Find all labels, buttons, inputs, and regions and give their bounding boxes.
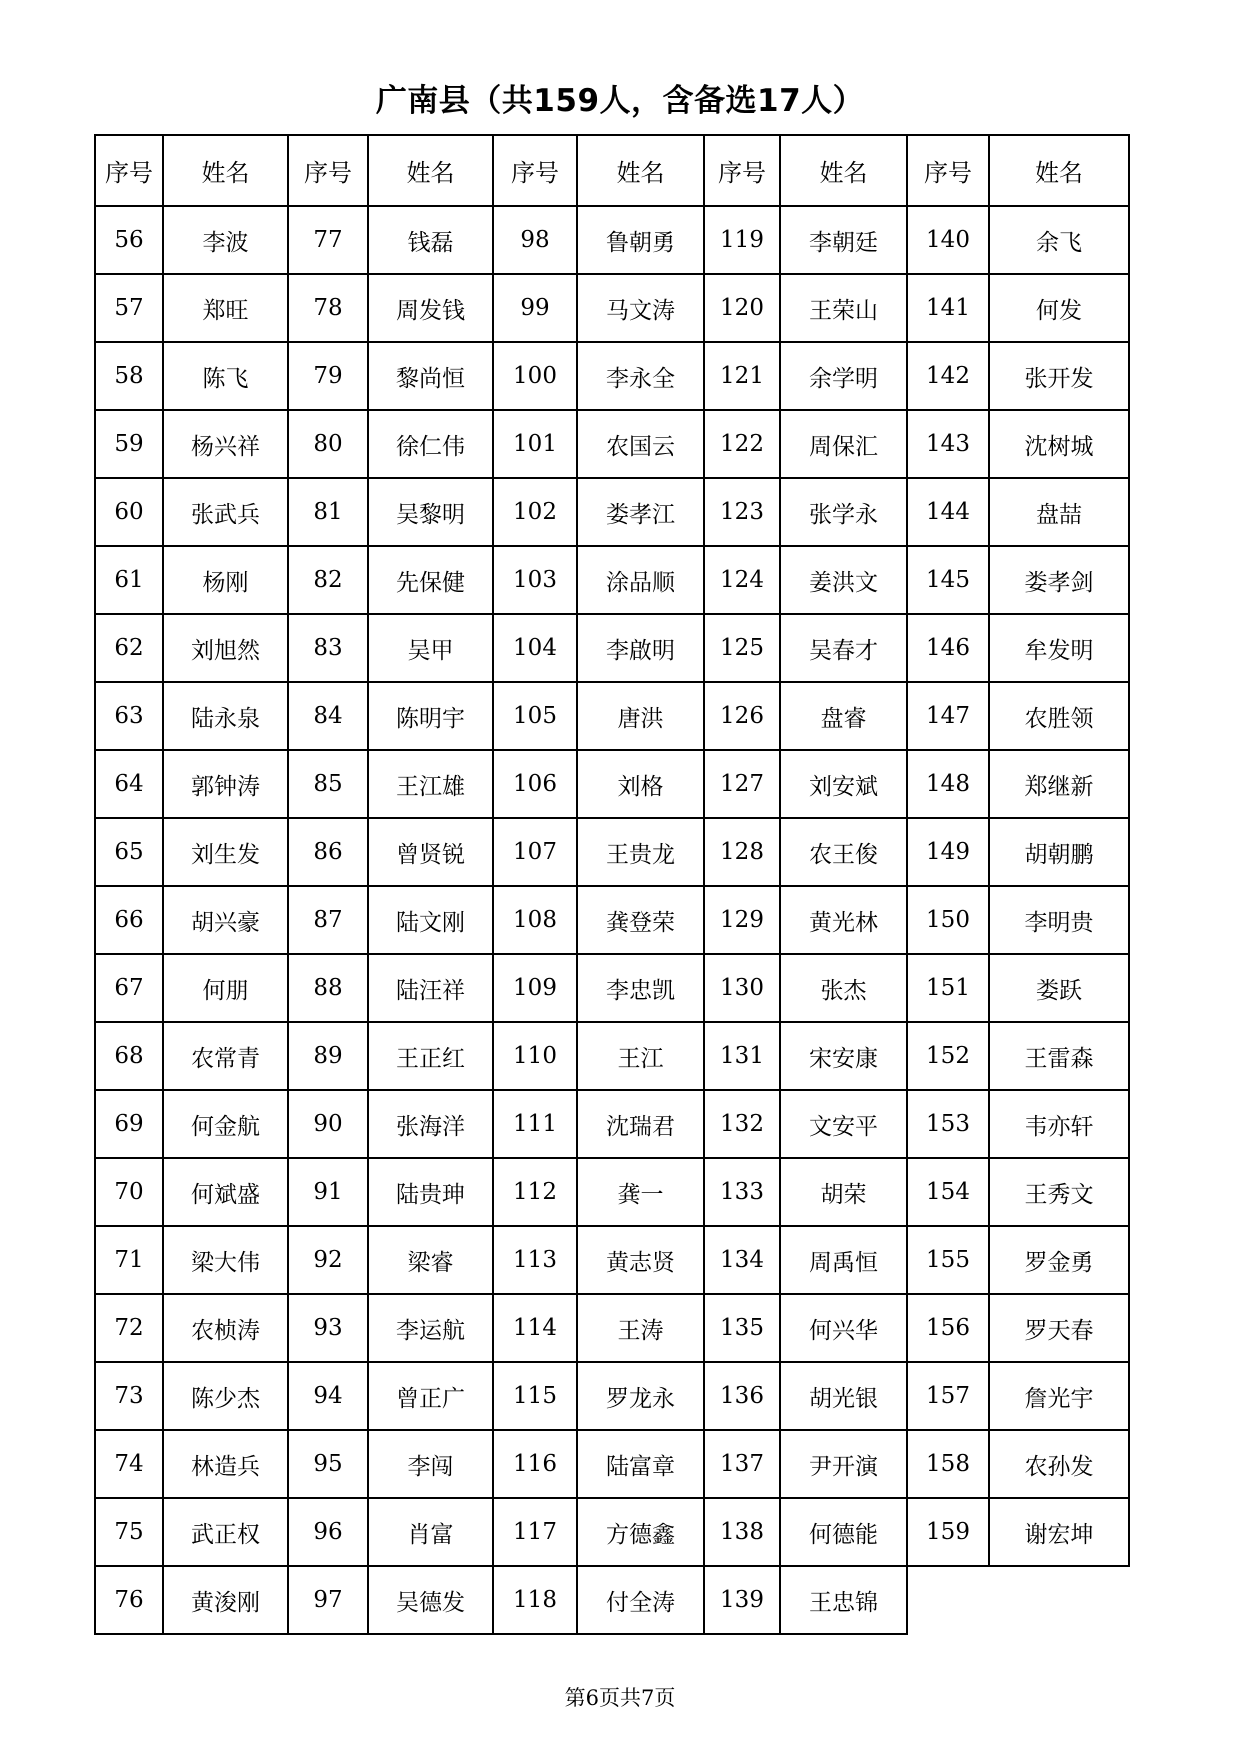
- row-index-cell: 94: [313, 1383, 343, 1409]
- row-name-cell: 鲁朝勇: [606, 229, 675, 256]
- row-name-cell: 李波: [202, 229, 249, 256]
- row-index-cell: 159: [926, 1519, 970, 1545]
- row-index-cell: 115: [513, 1383, 557, 1409]
- row-name-cell: 林造兵: [191, 1453, 260, 1480]
- row-index-cell: 110: [513, 1043, 557, 1069]
- row-index-cell: 88: [313, 975, 343, 1001]
- row-index-cell: 140: [926, 227, 970, 253]
- row-name-cell: 何斌盛: [191, 1181, 260, 1208]
- page-footer: 第6页共7页: [564, 1686, 676, 1710]
- row-index-cell: 130: [720, 975, 764, 1001]
- row-name-cell: 张开发: [1024, 365, 1094, 392]
- row-name-cell: 曾正广: [396, 1385, 465, 1412]
- row-name-cell: 梁大伟: [191, 1249, 260, 1276]
- row-name-cell: 王雷森: [1024, 1045, 1094, 1072]
- header-name: 姓名: [819, 159, 868, 187]
- table-rule: [95, 1089, 1130, 1091]
- row-name-cell: 周发钱: [396, 297, 465, 324]
- table-rule: [492, 134, 494, 1635]
- row-name-cell: 郑继新: [1024, 773, 1094, 800]
- row-name-cell: 刘生发: [191, 841, 260, 868]
- table-rule: [95, 545, 1130, 547]
- header-index: 序号: [105, 159, 153, 187]
- table-rule: [95, 273, 1130, 275]
- row-index-cell: 137: [720, 1451, 764, 1477]
- row-index-cell: 152: [926, 1043, 970, 1069]
- table-rule: [988, 134, 990, 1567]
- header-name: 姓名: [1035, 159, 1083, 187]
- row-index-cell: 109: [513, 975, 557, 1001]
- row-index-cell: 89: [313, 1043, 343, 1069]
- table-rule: [94, 134, 96, 1635]
- row-index-cell: 80: [313, 431, 343, 457]
- row-index-cell: 97: [313, 1587, 343, 1613]
- header-index: 序号: [924, 159, 972, 187]
- row-name-cell: 涂品顺: [606, 569, 675, 596]
- row-name-cell: 沈树城: [1024, 433, 1094, 460]
- row-index-cell: 129: [720, 907, 764, 933]
- table-rule: [287, 134, 289, 1635]
- row-name-cell: 何朋: [202, 977, 249, 1004]
- row-index-cell: 85: [313, 771, 343, 797]
- row-index-cell: 99: [520, 295, 550, 321]
- row-name-cell: 王正红: [396, 1045, 465, 1072]
- row-name-cell: 王贵龙: [606, 841, 675, 868]
- row-name-cell: 胡朝鹏: [1024, 841, 1094, 868]
- row-name-cell: 郭钟涛: [191, 773, 260, 800]
- row-index-cell: 56: [114, 227, 144, 253]
- row-name-cell: 罗金勇: [1024, 1249, 1094, 1276]
- row-name-cell: 吴甲: [407, 637, 454, 664]
- row-index-cell: 59: [114, 431, 144, 457]
- row-name-cell: 陆贵珅: [396, 1181, 465, 1208]
- table-rule: [95, 613, 1130, 615]
- row-index-cell: 123: [720, 499, 764, 525]
- row-index-cell: 118: [513, 1587, 557, 1613]
- row-index-cell: 104: [513, 635, 557, 661]
- row-name-cell: 徐仁伟: [396, 433, 465, 460]
- row-index-cell: 153: [926, 1111, 970, 1137]
- row-index-cell: 75: [114, 1519, 144, 1545]
- row-index-cell: 131: [720, 1043, 764, 1069]
- row-index-cell: 148: [926, 771, 970, 797]
- row-index-cell: 66: [114, 907, 144, 933]
- table-rule: [779, 134, 781, 1635]
- table-rule: [95, 1293, 1130, 1295]
- row-name-cell: 黄光林: [809, 909, 878, 936]
- row-name-cell: 牟发明: [1024, 637, 1094, 664]
- row-index-cell: 57: [114, 295, 144, 321]
- row-name-cell: 李啟明: [606, 637, 675, 664]
- row-index-cell: 101: [513, 431, 557, 457]
- header-name: 姓名: [201, 159, 250, 187]
- row-index-cell: 134: [720, 1247, 764, 1273]
- row-index-cell: 63: [114, 703, 144, 729]
- row-name-cell: 罗天春: [1024, 1317, 1094, 1344]
- row-name-cell: 武正权: [191, 1521, 260, 1548]
- row-index-cell: 93: [313, 1315, 343, 1341]
- row-index-cell: 142: [926, 363, 970, 389]
- table-rule: [95, 953, 1130, 955]
- row-name-cell: 龚登荣: [606, 909, 675, 936]
- row-name-cell: 王江: [617, 1045, 664, 1072]
- row-name-cell: 宋安康: [809, 1045, 878, 1072]
- header-index: 序号: [718, 159, 766, 187]
- row-name-cell: 梁睿: [407, 1249, 454, 1276]
- row-index-cell: 71: [114, 1247, 144, 1273]
- row-index-cell: 84: [313, 703, 343, 729]
- row-index-cell: 86: [313, 839, 343, 865]
- row-index-cell: 95: [313, 1451, 343, 1477]
- table-rule: [95, 341, 1130, 343]
- row-name-cell: 付全涛: [606, 1589, 675, 1616]
- row-name-cell: 胡光银: [809, 1385, 878, 1412]
- row-index-cell: 64: [114, 771, 144, 797]
- row-index-cell: 108: [513, 907, 557, 933]
- table-rule: [576, 134, 578, 1635]
- row-name-cell: 王荣山: [809, 297, 878, 324]
- row-index-cell: 127: [720, 771, 764, 797]
- row-name-cell: 黎尚恒: [396, 365, 465, 392]
- row-name-cell: 李闯: [407, 1453, 454, 1480]
- row-name-cell: 方德鑫: [606, 1521, 675, 1548]
- row-index-cell: 100: [513, 363, 557, 389]
- row-name-cell: 李运航: [396, 1317, 465, 1344]
- row-name-cell: 陆汪祥: [396, 977, 465, 1004]
- row-name-cell: 吴春才: [809, 637, 878, 664]
- row-name-cell: 黄志贤: [606, 1249, 675, 1276]
- row-index-cell: 77: [313, 227, 343, 253]
- row-name-cell: 陈少杰: [191, 1385, 260, 1412]
- row-name-cell: 李朝廷: [809, 229, 878, 256]
- row-index-cell: 156: [926, 1315, 970, 1341]
- table-rule: [95, 749, 1130, 751]
- table-rule: [95, 885, 1130, 887]
- row-index-cell: 111: [513, 1111, 557, 1137]
- table-rule: [1128, 134, 1130, 1567]
- row-name-cell: 唐洪: [617, 705, 664, 732]
- row-index-cell: 139: [720, 1587, 764, 1613]
- row-name-cell: 詹光宇: [1024, 1385, 1094, 1412]
- row-index-cell: 120: [720, 295, 764, 321]
- table-rule: [95, 477, 1130, 479]
- row-name-cell: 娄跃: [1036, 977, 1082, 1004]
- row-index-cell: 62: [114, 635, 144, 661]
- row-name-cell: 刘格: [617, 773, 664, 800]
- table-rule: [95, 817, 1130, 819]
- row-index-cell: 96: [313, 1519, 343, 1545]
- row-index-cell: 112: [513, 1179, 557, 1205]
- row-name-cell: 曾贤锐: [396, 841, 465, 868]
- row-name-cell: 姜洪文: [809, 569, 878, 596]
- row-index-cell: 138: [720, 1519, 764, 1545]
- row-name-cell: 刘安斌: [809, 773, 878, 800]
- row-index-cell: 135: [720, 1315, 764, 1341]
- row-name-cell: 胡荣: [820, 1181, 867, 1208]
- table-rule: [95, 134, 1130, 136]
- row-index-cell: 141: [926, 295, 970, 321]
- row-name-cell: 李忠凯: [606, 977, 675, 1004]
- row-index-cell: 90: [313, 1111, 343, 1137]
- row-name-cell: 龚一: [617, 1181, 664, 1208]
- row-name-cell: 吴黎明: [396, 501, 465, 528]
- row-index-cell: 102: [513, 499, 557, 525]
- row-name-cell: 何兴华: [809, 1317, 878, 1344]
- row-index-cell: 98: [520, 227, 550, 253]
- table-rule: [95, 1565, 1130, 1567]
- row-index-cell: 122: [720, 431, 764, 457]
- row-index-cell: 78: [313, 295, 343, 321]
- row-index-cell: 147: [926, 703, 970, 729]
- row-index-cell: 91: [313, 1179, 343, 1205]
- row-name-cell: 余飞: [1036, 229, 1082, 256]
- page-title: 广南县（共159人，含备选17人）: [375, 83, 865, 119]
- table-rule: [906, 134, 908, 1635]
- row-index-cell: 154: [926, 1179, 970, 1205]
- table-rule: [95, 1633, 908, 1635]
- row-index-cell: 143: [926, 431, 970, 457]
- row-index-cell: 60: [114, 499, 144, 525]
- row-name-cell: 韦亦轩: [1024, 1113, 1094, 1140]
- table-rule: [95, 1225, 1130, 1227]
- row-name-cell: 文安平: [809, 1113, 878, 1140]
- row-index-cell: 157: [926, 1383, 970, 1409]
- row-index-cell: 136: [720, 1383, 764, 1409]
- table-rule: [95, 1429, 1130, 1431]
- row-name-cell: 农常青: [191, 1045, 260, 1072]
- row-index-cell: 106: [513, 771, 557, 797]
- row-index-cell: 146: [926, 635, 970, 661]
- row-name-cell: 陆文刚: [396, 909, 465, 936]
- row-index-cell: 79: [313, 363, 343, 389]
- row-index-cell: 72: [114, 1315, 144, 1341]
- row-index-cell: 158: [926, 1451, 970, 1477]
- row-index-cell: 81: [313, 499, 343, 525]
- header-index: 序号: [304, 159, 352, 187]
- row-index-cell: 70: [114, 1179, 144, 1205]
- row-index-cell: 92: [313, 1247, 343, 1273]
- row-name-cell: 李明贵: [1024, 909, 1094, 936]
- row-index-cell: 68: [114, 1043, 144, 1069]
- row-name-cell: 周禹恒: [809, 1249, 878, 1276]
- row-index-cell: 145: [926, 567, 970, 593]
- row-name-cell: 何发: [1036, 297, 1082, 324]
- row-name-cell: 陆永泉: [191, 705, 260, 732]
- row-index-cell: 113: [513, 1247, 557, 1273]
- row-name-cell: 钱磊: [407, 229, 454, 256]
- row-index-cell: 67: [114, 975, 144, 1001]
- row-name-cell: 农胜领: [1024, 705, 1094, 732]
- row-name-cell: 何德能: [809, 1521, 878, 1548]
- row-name-cell: 先保健: [396, 569, 465, 596]
- row-index-cell: 126: [720, 703, 764, 729]
- row-name-cell: 尹开演: [809, 1453, 878, 1480]
- row-name-cell: 杨刚: [202, 569, 249, 596]
- row-index-cell: 103: [513, 567, 557, 593]
- table-rule: [95, 1497, 1130, 1499]
- row-index-cell: 76: [114, 1587, 144, 1613]
- row-index-cell: 144: [926, 499, 970, 525]
- row-name-cell: 余学明: [809, 365, 878, 392]
- row-index-cell: 73: [114, 1383, 144, 1409]
- row-name-cell: 张武兵: [191, 501, 260, 528]
- row-name-cell: 谢宏坤: [1024, 1521, 1094, 1548]
- row-index-cell: 58: [114, 363, 144, 389]
- row-name-cell: 盘喆: [1036, 501, 1082, 528]
- header-index: 序号: [511, 159, 559, 187]
- table-rule: [95, 681, 1130, 683]
- table-rule: [95, 409, 1130, 411]
- row-index-cell: 69: [114, 1111, 144, 1137]
- row-name-cell: 郑旺: [202, 297, 249, 324]
- row-index-cell: 116: [513, 1451, 557, 1477]
- row-name-cell: 王涛: [617, 1317, 664, 1344]
- row-name-cell: 农国云: [606, 433, 675, 460]
- row-name-cell: 农孙发: [1024, 1453, 1094, 1480]
- table-rule: [95, 1361, 1130, 1363]
- row-name-cell: 盘睿: [820, 705, 867, 732]
- row-name-cell: 马文涛: [606, 297, 675, 324]
- row-index-cell: 114: [513, 1315, 557, 1341]
- row-index-cell: 151: [926, 975, 970, 1001]
- header-name: 姓名: [406, 159, 455, 187]
- row-name-cell: 农王俊: [809, 841, 878, 868]
- row-name-cell: 周保汇: [809, 433, 878, 460]
- row-index-cell: 105: [513, 703, 557, 729]
- row-index-cell: 107: [513, 839, 557, 865]
- row-name-cell: 陆富章: [606, 1453, 675, 1480]
- row-index-cell: 65: [114, 839, 144, 865]
- row-name-cell: 肖富: [407, 1521, 454, 1548]
- row-name-cell: 娄孝江: [606, 501, 675, 528]
- row-name-cell: 农桢涛: [191, 1317, 260, 1344]
- table-rule: [95, 205, 1130, 207]
- row-index-cell: 83: [313, 635, 343, 661]
- row-index-cell: 87: [313, 907, 343, 933]
- row-index-cell: 82: [313, 567, 343, 593]
- row-name-cell: 娄孝剑: [1024, 569, 1094, 596]
- row-name-cell: 陈明宇: [396, 705, 465, 732]
- row-index-cell: 61: [114, 567, 144, 593]
- row-index-cell: 119: [720, 227, 764, 253]
- row-index-cell: 132: [720, 1111, 764, 1137]
- row-index-cell: 133: [720, 1179, 764, 1205]
- row-name-cell: 胡兴豪: [191, 909, 260, 936]
- row-name-cell: 吴德发: [396, 1589, 465, 1616]
- row-name-cell: 刘旭然: [191, 637, 260, 664]
- row-index-cell: 149: [926, 839, 970, 865]
- row-index-cell: 128: [720, 839, 764, 865]
- row-index-cell: 125: [720, 635, 764, 661]
- row-name-cell: 李永全: [606, 365, 675, 392]
- row-index-cell: 117: [513, 1519, 557, 1545]
- table-rule: [703, 134, 705, 1635]
- table-rule: [162, 134, 164, 1635]
- row-name-cell: 张学永: [809, 501, 878, 528]
- row-name-cell: 杨兴祥: [191, 433, 260, 460]
- header-name: 姓名: [616, 159, 665, 187]
- row-index-cell: 150: [926, 907, 970, 933]
- row-index-cell: 124: [720, 567, 764, 593]
- table-rule: [367, 134, 369, 1635]
- table-rule: [95, 1021, 1130, 1023]
- row-name-cell: 王忠锦: [809, 1589, 878, 1616]
- row-name-cell: 罗龙永: [606, 1385, 675, 1412]
- row-index-cell: 121: [720, 363, 764, 389]
- row-name-cell: 何金航: [191, 1113, 260, 1140]
- row-name-cell: 张杰: [820, 977, 867, 1004]
- row-name-cell: 张海洋: [396, 1113, 465, 1140]
- row-name-cell: 陈飞: [202, 365, 249, 392]
- row-name-cell: 沈瑞君: [606, 1113, 675, 1140]
- row-index-cell: 155: [926, 1247, 970, 1273]
- row-name-cell: 黄浚刚: [191, 1589, 260, 1616]
- table-rule: [95, 1157, 1130, 1159]
- row-name-cell: 王秀文: [1024, 1181, 1094, 1208]
- row-name-cell: 王江雄: [396, 773, 465, 800]
- row-index-cell: 74: [114, 1451, 144, 1477]
